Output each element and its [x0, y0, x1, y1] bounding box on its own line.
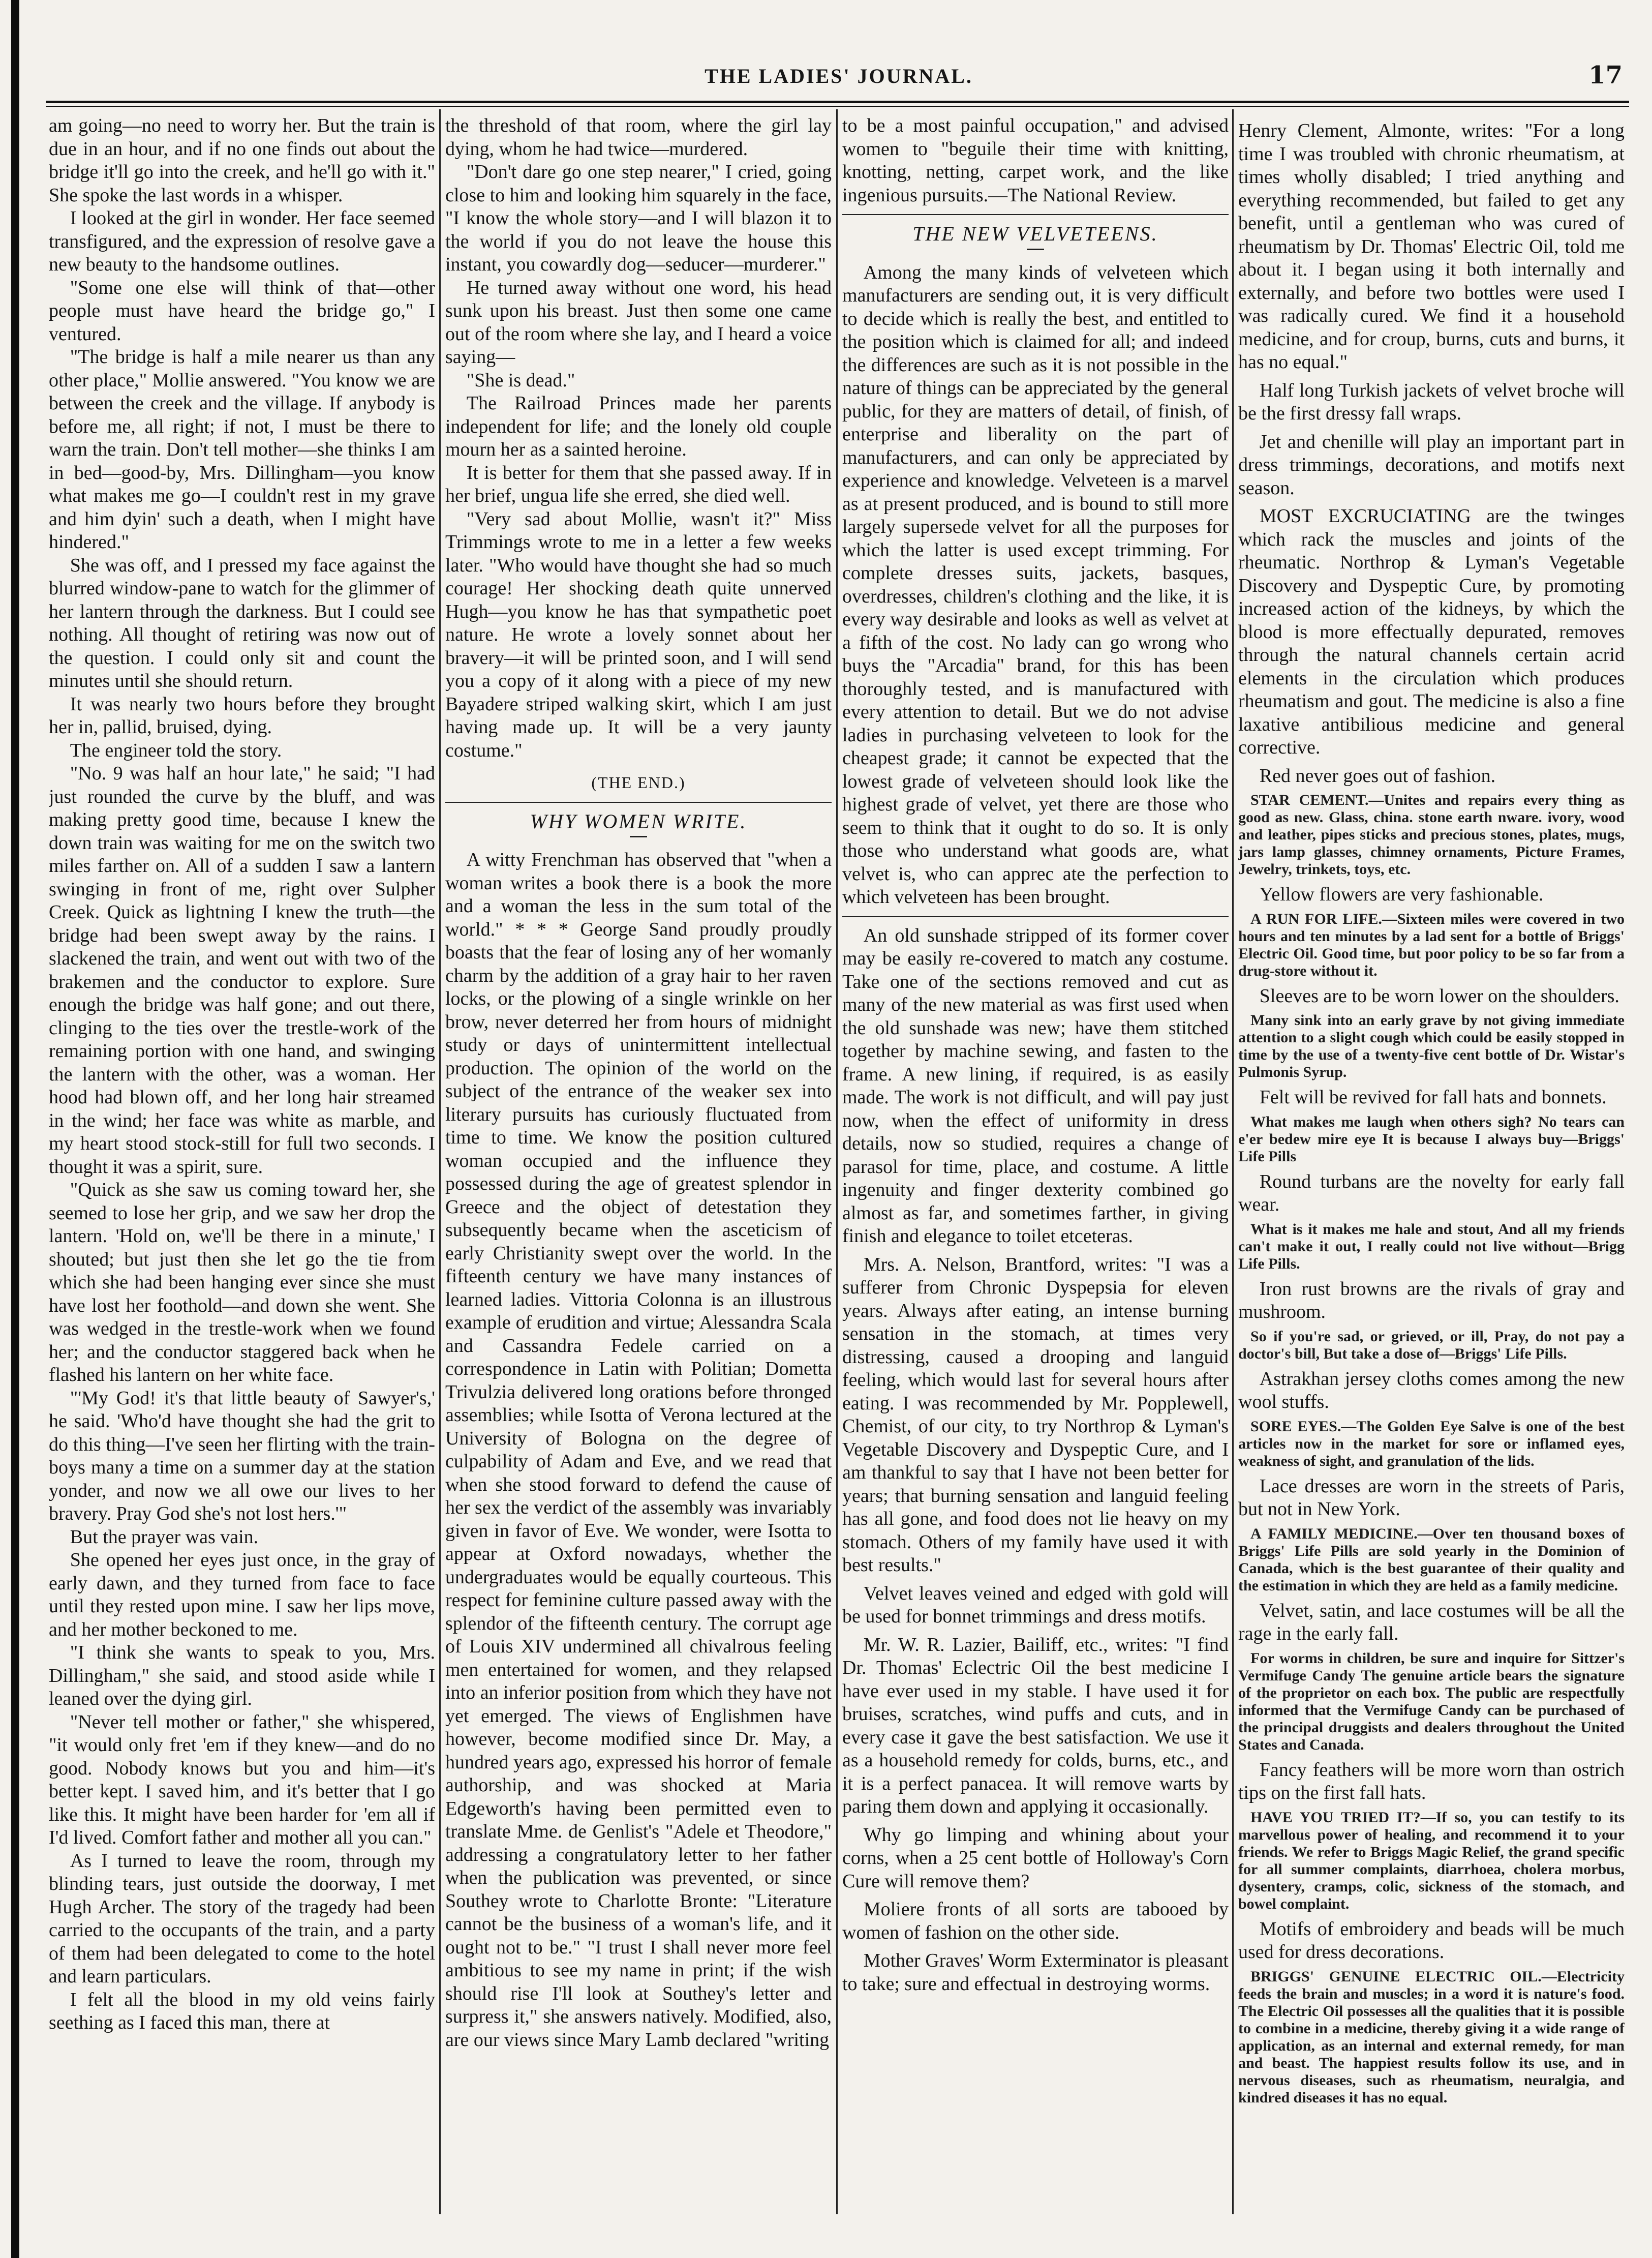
journal-title: THE LADIES' JOURNAL. [705, 65, 973, 87]
fashion-note: Yellow flowers are very fashionable. [1259, 884, 1544, 905]
story-paragraph: "Don't dare go one step nearer," I cried, going close to him and looking him squarely in the face, "I know the whole story—and I will blazon it to the world if you do not leave the house this instant, you cowardly dog—seducer—murderer." [445, 161, 832, 275]
story-paragraph: The engineer told the story. [70, 739, 282, 761]
fashion-note: Fancy feathers will be more worn than ostrich tips on the first fall hats. [1238, 1759, 1625, 1803]
story-end-mark: (THE END.) [591, 773, 686, 792]
column-3 [842, 114, 1229, 2209]
masthead [46, 61, 1632, 97]
story-paragraph: As I turned to leave the room, through my blinding tears, just outside the doorway, I met Hugh Archer. The story of the tragedy had been carried to the occupants of the train, and a party of them had been delegated to come to the hotel and learn particulars. [49, 1850, 435, 1987]
article-heading-why-women-write: WHY WOMEN WRITE. [530, 809, 747, 833]
section-rule [445, 802, 832, 803]
story-paragraph: She was off, and I pressed my face against the blurred window-pane to watch for the glimmer of her lantern through the darkness. But I could see nothing. All thought of retiring was now out of the question. I could only sit and count the minutes until she should return. [49, 554, 435, 691]
advertisement-notice: BRIGGS' GENUINE ELECTRIC OIL.—Electricity feeds the brain and muscles; in a word it is nature's food. The Electric Oil possesses all the qualities that it is possible to combine in a medicine, thereby giving it a wide range of application, as an internal and external remedy, for man and beast. The happiest results follow its use, and in nervous diseases, such as rheumatism, neuralgia, and kindred diseases it has no equal. [1238, 1968, 1625, 2106]
column-4 [1238, 114, 1625, 2209]
column-divider [439, 109, 441, 2214]
story-paragraph: "No. 9 was half an hour late," he said; "I had just rounded the curve by the bluff, and was making pretty good time, because I knew the down train was waiting for me on the switch two miles farther on. All of a sudden I saw a lantern swinging in front of me, right over Sulpher Creek. Quick as lightning I knew the truth—the bridge had been swept away by the rains. I slackened the train, and went out with two of the brakemen and the conductor to explore. Sure enough the bridge was half gone; and out there, clinging to the ties over the trestle-work of the remaining portion with one hand, and swinging the lantern with the other, was a woman. Her hood had blown off, and her long hair streamed in the wind; her face was white as marble, and my heart stood stock-still for full two seconds. I thought it was a spirit, sure. [49, 763, 435, 1178]
fashion-note: MOST EXCRUCIATING are the twinges which rack the muscles and joints of the rheumatic. Northrop & Lyman's Vegetable Discovery and Dyspeptic Cure, by promoting increased action of the kidneys, by which the blood is more effectually depurated, removes through the natural channels certain acrid elements in the circulation which produces rheumatism and gout. The medicine is also a fine laxative antibilious medicine and general corrective. [1238, 505, 1625, 758]
article-paragraph: A witty Frenchman has observed that "when a woman writes a book there is a book the more and a woman the less in the sum total of the world." * * * George Sand proudly proudly boasts that the fear of losing any of her womanly charm by the addition of a gray hair to her raven locks, or the plowing of a single wrinkle on her brow, never deterred her from hours of midnight study or days of unintermittent intellectual production. The opinion of the world on the subject of the entrance of the weaker sex into literary pursuits has curiously fluctuated from time to time. We know the position cultured woman occupied and the influence they possessed during the age of greatest splendor in Greece and the object of detestation they subsequently became when the asceticism of early Christianity swept over the world. In the fifteenth century we have many instances of learned ladies. Vittoria Colonna is an illustrous example of erudition and virtue; Alessandra Scala and Cassandra Fedele carried on a correspondence in Latin with Politian; Dometta Trivulzia delivered long orations before thronged assemblies; while Isotta of Verona lectured at the University of Bologna on the degree of culpability of Adam and Eve, and we read that when she stood forward to defend the cause of her sex the verdict of the assembly was invariably given in favor of Eve. We wonder, were Isotta to appear at Oxford nowadays, whether the undergraduates would be equally courteous. This respect for feminine culture passed away with the splendor of the fifteenth century. The corrupt age of Louis XIV undermined all chivalrous feeling men entertained for women, and they relapsed into an inferior position from which they have not yet emerged. The views of Englishmen have however, become modified since Dr. May, a hundred years ago, expressed his horror of female authorship, and was shocked at Maria Edgeworth's having been permitted even to translate Mme. de Genlist's "Adele et Theodore," addressing a congratulatory letter to her father when the publication was prevented, or since Southey wrote to Charlotte Bronte: "Literature cannot be the business of a woman's life, and it ought not to be." "I trust I shall never more feel ambitious to see my name in print; if the wish should rise I'll look at Southey's letter and surpress it," she answers natively. Modified, also, are our views since Mary Lamb declared "writing [445, 849, 832, 2051]
fashion-note: Motifs of embroidery and beads will be much used for dress decorations. [1238, 1918, 1625, 1963]
story-paragraph: But the prayer was vain. [70, 1526, 259, 1548]
story-paragraph: It is better for them that she passed away. If in her brief, ungua life she erred, she died well. [445, 462, 832, 506]
fashion-note: Iron rust browns are the rivals of gray and mushroom. [1238, 1278, 1625, 1322]
item-paragraph: Why go limping and whining about your corns, when a 25 cent bottle of Holloway's Corn Cure will remove them? [842, 1824, 1229, 1892]
story-paragraph: "Very sad about Mollie, wasn't it?" Miss Trimmings wrote to me in a letter a few weeks later. "Who would have thought she had so much courage! Her shocking death quite unnerved Hugh—you know he has that sympathetic poet nature. He wrote a lovely sonnet about her bravery—it will be printed soon, and I will send you a copy of it along with a piece of my new Bayadere striped walking skirt, which I am just having made up. It will be a very jaunty costume." [445, 508, 832, 761]
story-paragraph: am going—no need to worry her. But the train is due in an hour, and if no one finds out about the bridge it'll go into the creek, and he'll go with it." She spoke the last words in a whisper. [49, 115, 435, 206]
advertisement-notice: So if you're sad, or grieved, or ill, Pray, do not pay a doctor's bill, But take a dose of—Briggs' Life Pills. [1238, 1328, 1625, 1362]
article-heading-new-velveteens: THE NEW VELVETEENS. [912, 222, 1158, 245]
story-paragraph: "'My God! it's that little beauty of Sawyer's,' he said. 'Who'd have thought she had the grit to do this thing—I've seen her flirting with the train-boys many a time on a summer day at the station yonder, and now we all owe our lives to her bravery. Pray God she's not lost hers.'" [49, 1387, 435, 1524]
story-paragraph: She opened her eyes just once, in the gray of early dawn, and they turned from face to face until they rested upon mine. I saw her lips move, and her mother beckoned to me. [49, 1549, 435, 1640]
advertisement-notice: A FAMILY MEDICINE.—Over ten thousand boxes of Briggs' Life Pills are sold yearly in the Dominion of Canada, which is the best guarantee of their quality and the estimation in which they are held as a family medicine. [1238, 1525, 1625, 1594]
story-paragraph: "The bridge is half a mile nearer us than any other place," Mollie answered. "You know we are between the creek and the village. If anybody is before me, all right; if not, I must be there to warn the train. Don't tell mother—she thinks I am in bed—good-by, Mrs. Dillingham—you know what makes me go—I couldn't rest in my grave and him dyin' such a death, when I might have hindered." [49, 346, 435, 553]
heading-dash [1027, 249, 1044, 250]
advertisement-notice: A RUN FOR LIFE.—Sixteen miles were covered in two hours and ten minutes by a lad sent for a bottle of Briggs' Electric Oil. Good time, but poor policy to be so far from a drug-store without it. [1238, 910, 1625, 979]
article-paragraph: to be a most painful occupation," and advised women to "beguile their time with knitting, knotting, netting, carpet work, and the like ingenious pursuits.—The National Review. [842, 115, 1229, 206]
masthead-rule-thick [46, 101, 1629, 103]
advertisement-notice: For worms in children, be sure and inquire for Sittzer's Vermifuge Candy The genuine article bears the signature of the proprietor on each box. The public are respectfully informed that the Vermifuge Candy can be purchased of the principal druggists and dealers throughout the United States and Canada. [1238, 1649, 1625, 1753]
story-paragraph: "Quick as she saw us coming toward her, she seemed to lose her grip, and we saw her drop the lantern. 'Hold on, we'll be there in a minute,' I shouted; but just then she let go the tie from which she had been hanging ever since she must have lost her foothold—and down she went. She was wedged in the trestle-work when we found her; and the conductor staggered back when he flashed his lantern on her white face. [49, 1179, 435, 1386]
scan-edge-bar [11, 0, 19, 2258]
advertisement-notice: What is it makes me hale and stout, And all my friends can't make it out, I really could not live without—Brigg Life Pills. [1238, 1220, 1625, 1272]
heading-dash [630, 836, 647, 837]
story-paragraph: I looked at the girl in wonder. Her face seemed transfigured, and the expression of resolve gave a new beauty to the handsome outlines. [49, 207, 435, 275]
article-paragraph: Among the many kinds of velveteen which manufacturers are sending out, it is very difficult to decide which is really the best, and entitled to the position which is claimed for all; and indeed the differences are such as it is not possible in the nature of things can be appreciated by the general public, for they are matters of detail, of finish, of enterprise and liberality on the part of manufacturers, and can only be appreciated by experience and knowledge. Velveteen is a marvel as at present produced, and is bound to still more largely supersede velvet for all the purposes for which the latter is used except trimming. For complete dresses suits, jackets, basques, overdresses, children's clothing and the like, it is every way desirable and looks as well as velvet at a fifth of the cost. No lady can go wrong who buys the "Arcadia" brand, for this has been thoroughly tested, and is manufactured with every attention to detail. But we do not advise ladies in purchasing velveteen to look for the cheapest grade; it cannot be expected that the lowest grade of velveteen should look like the highest grade of velvet, yet there are those who seem to think that it ought to do so. It is only those who understand what goods are, what velvet is, who can apprec ate the perfection to which velveteen has been brought. [842, 261, 1229, 908]
advertisement-notice: What makes me laugh when others sigh? No tears can e'er bedew mire eye It is because I always buy—Briggs' Life Pills [1238, 1113, 1625, 1165]
fashion-note: Henry Clement, Almonte, writes: "For a long time I was troubled with chronic rheumatism, at times wholly disabled; I tried anything and everything recommended, but failed to get any benefit, until a gentleman who was cured of rheumatism by Dr. Thomas' Electric Oil, told me about it. I began using it both internally and externally, and before two bottles were used I was radically cured. We find it a household medicine, and for croup, burns, cuts and burns, it has no equal." [1238, 120, 1625, 373]
story-paragraph: The Railroad Princes made her parents independent for life; and the lonely old couple mourn her as a sainted heroine. [445, 393, 832, 460]
advertisement-notice: Many sink into an early grave by not giving immediate attention to a slight cough which could be easily stopped in time by the use of a twenty-five cent bottle of Dr. Wistar's Pulmonis Syrup. [1238, 1012, 1625, 1080]
item-paragraph: Mother Graves' Worm Exterminator is pleasant to take; sure and effectual in destroying worms. [842, 1950, 1229, 1995]
column-divider [1232, 109, 1234, 2214]
column-2 [445, 114, 832, 2209]
story-paragraph: I felt all the blood in my old veins fairly seething as I faced this man, there at [49, 1989, 435, 2033]
story-paragraph: "She is dead." [466, 369, 575, 391]
story-paragraph: the threshold of that room, where the girl lay dying, whom he had twice—murdered. [445, 115, 832, 160]
story-paragraph: "I think she wants to speak to you, Mrs. Dillingham," she said, and stood aside while I leaned over the dying girl. [49, 1642, 435, 1709]
fashion-note: Red never goes out of fashion. [1259, 765, 1496, 787]
item-paragraph: Moliere fronts of all sorts are tabooed by women of fashion on the other side. [842, 1899, 1229, 1943]
column-1 [49, 114, 435, 2209]
advertisement-notice: SORE EYES.—The Golden Eye Salve is one of the best articles now in the market for sore or inflamed eyes, weakness of sight, and granulation of the lids. [1238, 1418, 1625, 1469]
section-rule [842, 916, 1229, 917]
page-number: 17 [1588, 61, 1623, 89]
fashion-note: Astrakhan jersey cloths comes among the new wool stuffs. [1238, 1368, 1625, 1412]
item-paragraph: Mr. W. R. Lazier, Bailiff, etc., writes: "I find Dr. Thomas' Eclectric Oil the best medicine I have ever used in my stable. I have used it for bruises, scratches, wind puffs and cuts, and in every case it gave the best satisfaction. We use it as a household remedy for colds, burns, etc., and it is a perfect panacea. It will remove warts by paring them down and applying it occasionally. [842, 1634, 1229, 1817]
fashion-note: Round turbans are the novelty for early fall wear. [1238, 1170, 1625, 1215]
section-rule [842, 214, 1229, 215]
fashion-note: Half long Turkish jackets of velvet broche will be the first dressy fall wraps. [1238, 379, 1625, 424]
fashion-note: Lace dresses are worn in the streets of Paris, but not in New York. [1238, 1475, 1625, 1520]
item-paragraph: Mrs. A. Nelson, Brantford, writes: "I was a sufferer from Chronic Dyspepsia for eleven years. Always after eating, an intense burning sensation in the stomach, at times very distressing, caused a drooping and languid feeling, which would last for several hours after eating. I was recommended by Mr. Popplewell, Chemist, of our city, to try Northrop & Lyman's Vegetable Discovery and Dyspeptic Cure, and I am thankful to say that I have not been better for years; that burning sensation and languid feeling has all gone, and food does not lie heavy on my stomach. Others of my family have used it with best results." [842, 1253, 1229, 1576]
item-paragraph: Velvet leaves veined and edged with gold will be used for bonnet trimmings and dress motifs. [842, 1582, 1229, 1627]
fashion-note: Felt will be revived for fall hats and bonnets. [1259, 1087, 1607, 1108]
story-paragraph: "Never tell mother or father," she whispered, "it would only fret 'em if they knew—and do no good. Nobody knows but you and him—it's better kept. I saved him, and it's better that I go like this. It might have been harder for 'em all if I'd lived. Comfort father and mother all you can." [49, 1711, 435, 1848]
column-divider [836, 109, 838, 2214]
fashion-note: Sleeves are to be worn lower on the shoulders. [1259, 985, 1619, 1007]
story-paragraph: It was nearly two hours before they brought her in, pallid, bruised, dying. [49, 693, 435, 738]
story-paragraph: He turned away without one word, his head sunk upon his breast. Just then some one came out of the room where she lay, and I heard a voice saying— [445, 277, 832, 368]
fashion-note: Velvet, satin, and lace costumes will be all the rage in the early fall. [1238, 1600, 1625, 1644]
advertisement-notice: HAVE YOU TRIED IT?—If so, you can testify to its marvellous power of healing, and recommend it to your friends. We refer to Briggs Magic Relief, the grand specific for all summer complaints, diarrhoea, cholera morbus, dysentery, cramps, colic, sickness of the stomach, and bowel complaint. [1238, 1809, 1625, 1912]
masthead-rule-thin [46, 106, 1629, 107]
item-paragraph: An old sunshade stripped of its former cover may be easily re-covered to match any costume. Take one of the sections removed and cut as many of the new material as was first used when the old sunshade was new; have them stitched together by machine sewing, and fasten to the frame. A new lining, if required, is as easily made. The work is not difficult, and will pay just now, when the effect of uniformity in dress details, now so studied, requires a change of parasol for time, place, and costume. A little ingenuity and finger dexterity combined go almost as far, and sometimes farther, in giving finish and elegance to toilet etceteras. [842, 924, 1229, 1247]
story-paragraph: "Some one else will think of that—other people must have heard the bridge go," I ventured. [49, 277, 435, 345]
advertisement-notice: STAR CEMENT.—Unites and repairs every thing as good as new. Glass, china. stone earth nware. ivory, wood and leather, pipes sticks and precious stones, plates, mugs, jars lamp glasses, chimney ornaments, Picture Frames, Jewelry, trinkets, toys, etc. [1238, 792, 1625, 878]
fashion-note: Jet and chenille will play an important part in dress trimmings, decorations, and motifs next season. [1238, 431, 1625, 499]
